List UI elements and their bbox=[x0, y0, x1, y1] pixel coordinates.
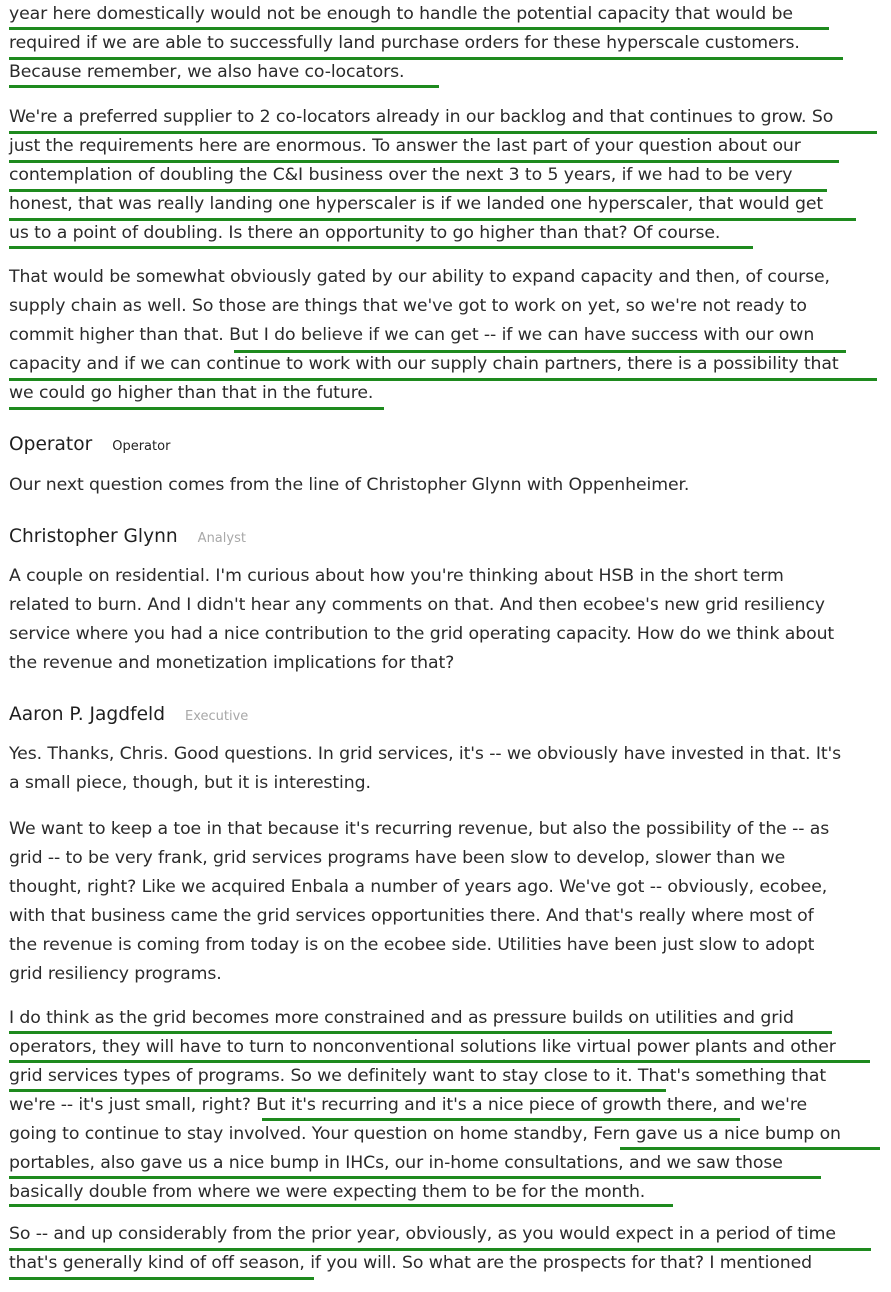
transcript-paragraph bbox=[9, 0, 885, 87]
text-line: capacity and if we can continue to work with our supply chain partners, there is a possibility that bbox=[9, 354, 839, 374]
text-line: us to a point of doubling. Is there an opportunity to go higher than that? Of course. bbox=[9, 223, 721, 243]
text-line: we're -- it's just small, right? But it's recurring and it's a nice piece of growth there, and we're bbox=[9, 1095, 807, 1115]
speaker-role: Executive bbox=[185, 709, 249, 724]
text-line: A couple on residential. I'm curious about how you're thinking about HSB in the short term bbox=[9, 566, 784, 586]
text-line: commit higher than that. But I do believe if we can get -- if we can have success with our own bbox=[9, 325, 815, 345]
text-line: Our next question comes from the line of Christopher Glynn with Oppenheimer. bbox=[9, 475, 690, 495]
highlight-underline bbox=[9, 1031, 832, 1034]
text-line: grid services types of programs. So we definitely want to stay close to it. That's something that bbox=[9, 1066, 826, 1086]
text-line: Yes. Thanks, Chris. Good questions. In grid services, it's -- we obviously have invested in that. It's bbox=[9, 744, 842, 764]
transcript-paragraph bbox=[9, 815, 885, 989]
text-line: portables, also gave us a nice bump in IHCs, our in-home consultations, and we saw those bbox=[9, 1153, 783, 1173]
text-line: basically double from where we were expecting them to be for the month. bbox=[9, 1182, 646, 1202]
text-line: Because remember, we also have co-locators. bbox=[9, 62, 405, 82]
text-line: the revenue is coming from today is on the ecobee side. Utilities have been just slow to adopt bbox=[9, 935, 815, 955]
highlight-underline bbox=[262, 1118, 740, 1121]
speaker-name: Aaron P. Jagdfeld bbox=[9, 704, 165, 725]
text-line: service where you had a nice contribution to the grid operating capacity. How do we think about bbox=[9, 624, 835, 644]
highlight-underline bbox=[9, 57, 843, 60]
highlight-underline bbox=[9, 1248, 871, 1251]
highlight-underline bbox=[9, 407, 384, 410]
text-line: thought, right? Like we acquired Enbala a number of years ago. We've got -- obviously, ecobee, bbox=[9, 877, 828, 897]
text-line: honest, that was really landing one hyperscaler is if we landed one hyperscaler, that would get bbox=[9, 194, 824, 214]
speaker-header bbox=[9, 434, 170, 455]
transcript-paragraph bbox=[9, 263, 885, 408]
speaker-name: Operator bbox=[9, 434, 93, 455]
speaker-header bbox=[9, 526, 246, 547]
text-line: the revenue and monetization implications for that? bbox=[9, 653, 455, 673]
text-line: just the requirements here are enormous. To answer the last part of your question about our bbox=[9, 136, 801, 156]
transcript-paragraph bbox=[9, 471, 885, 500]
speaker-role: Operator bbox=[112, 439, 171, 454]
highlight-underline bbox=[9, 246, 753, 249]
text-line: a small piece, though, but it is interesting. bbox=[9, 773, 371, 793]
highlight-underline bbox=[9, 378, 877, 381]
highlight-underline bbox=[234, 350, 846, 353]
highlight-underline bbox=[9, 1060, 870, 1063]
text-line: required if we are able to successfully land purchase orders for these hyperscale customers. bbox=[9, 33, 800, 53]
text-line: year here domestically would not be enough to handle the potential capacity that would be bbox=[9, 4, 793, 24]
text-line: we could go higher than that in the future. bbox=[9, 383, 374, 403]
text-line: That would be somewhat obviously gated by our ability to expand capacity and then, of course, bbox=[9, 267, 830, 287]
speaker-role: Analyst bbox=[197, 531, 246, 546]
highlight-underline bbox=[9, 27, 829, 30]
highlight-underline bbox=[620, 1147, 880, 1150]
text-line: contemplation of doubling the C&I business over the next 3 to 5 years, if we had to be very bbox=[9, 165, 793, 185]
transcript-paragraph bbox=[9, 740, 885, 798]
highlight-underline bbox=[9, 1089, 666, 1092]
text-line: operators, they will have to turn to nonconventional solutions like virtual power plants and other bbox=[9, 1037, 836, 1057]
speaker-header bbox=[9, 704, 248, 725]
highlight-underline bbox=[9, 1176, 821, 1179]
highlight-underline bbox=[9, 131, 877, 134]
highlight-underline bbox=[9, 218, 856, 221]
text-line: I do think as the grid becomes more constrained and as pressure builds on utilities and grid bbox=[9, 1008, 794, 1028]
speaker-name: Christopher Glynn bbox=[9, 526, 178, 547]
transcript-paragraph bbox=[9, 103, 885, 248]
highlight-underline bbox=[9, 160, 839, 163]
text-line: that's generally kind of off season, if you will. So what are the prospects for that? I mentioned bbox=[9, 1253, 812, 1273]
text-line: grid resiliency programs. bbox=[9, 964, 222, 984]
text-line: supply chain as well. So those are things that we've got to work on yet, so we're not ready to bbox=[9, 296, 807, 316]
highlight-underline bbox=[9, 85, 439, 88]
text-line: with that business came the grid services opportunities there. And that's really where most of bbox=[9, 906, 814, 926]
text-line: We want to keep a toe in that because it's recurring revenue, but also the possibility of the -- as bbox=[9, 819, 830, 839]
text-line: So -- and up considerably from the prior year, obviously, as you would expect in a period of time bbox=[9, 1224, 836, 1244]
text-line: grid -- to be very frank, grid services programs have been slow to develop, slower than we bbox=[9, 848, 786, 868]
text-line: going to continue to stay involved. Your question on home standby, Fern gave us a nice bump on bbox=[9, 1124, 841, 1144]
highlight-underline bbox=[9, 1204, 673, 1207]
highlight-underline bbox=[9, 1277, 314, 1280]
text-line: related to burn. And I didn't hear any comments on that. And then ecobee's new grid resiliency bbox=[9, 595, 825, 615]
transcript-paragraph bbox=[9, 562, 885, 678]
text-line: We're a preferred supplier to 2 co-locators already in our backlog and that continues to grow. So bbox=[9, 107, 834, 127]
highlight-underline bbox=[9, 189, 827, 192]
